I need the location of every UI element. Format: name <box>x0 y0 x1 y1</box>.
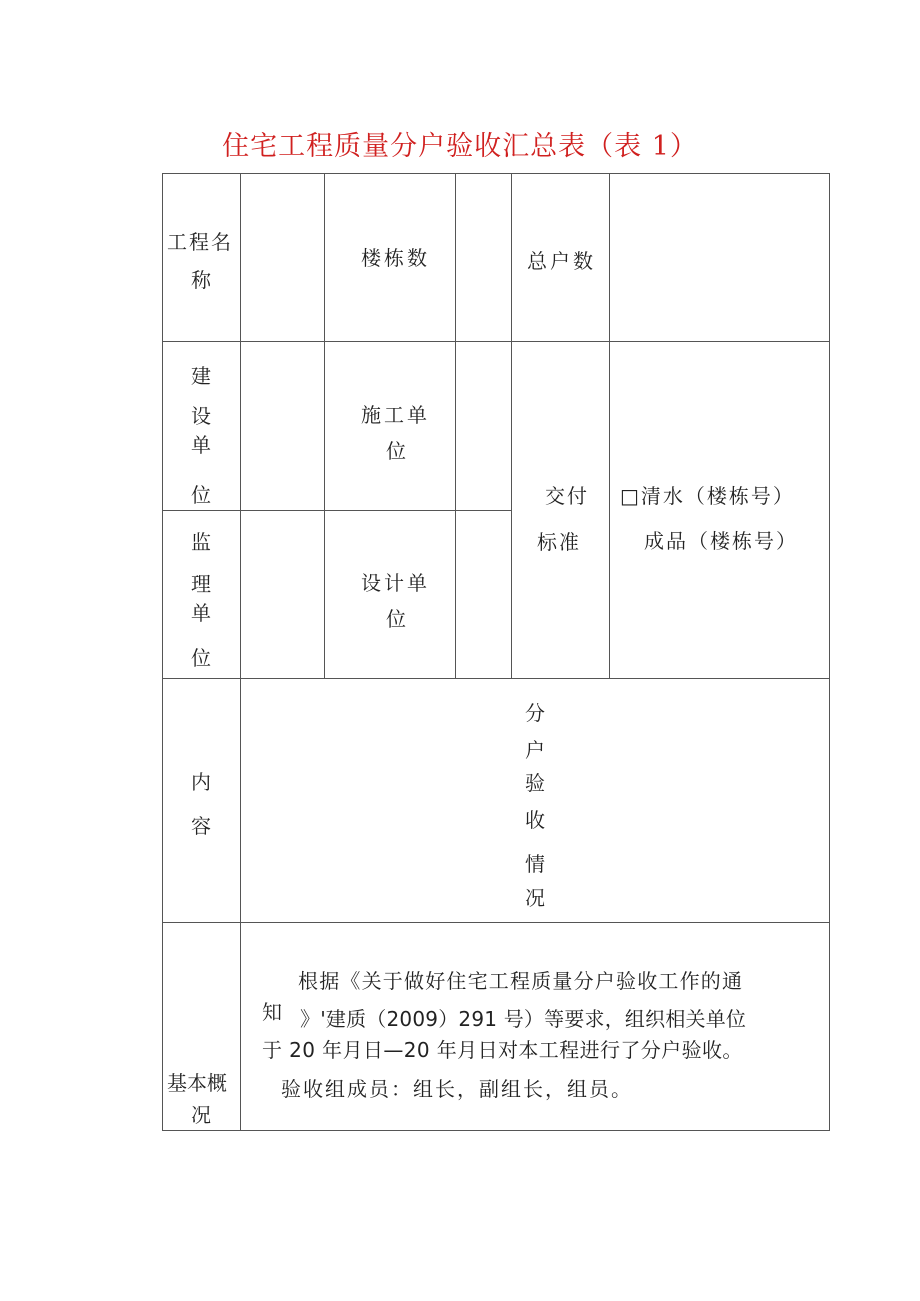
builder-unit-char: 位 <box>191 483 211 507</box>
inspection-status-char: 分 <box>525 701 545 725</box>
total-households-label: 总户数 <box>527 249 596 273</box>
overview-paragraph-line: 知 <box>262 1000 282 1024</box>
inspection-status-char: 验 <box>525 771 545 795</box>
overview-paragraph-line: 根据《关于做好住宅工程质量分户验收工作的通 <box>298 969 744 993</box>
column-divider <box>324 173 325 679</box>
designer-unit-label-cont: 位 <box>386 607 406 631</box>
content-label-char: 内 <box>191 770 211 794</box>
inspection-status-char: 况 <box>525 886 545 910</box>
buildings-count-label: 楼栋数 <box>361 246 430 270</box>
supervisor-unit-char: 监 <box>191 530 211 554</box>
delivery-standard-label-cont: 标准 <box>537 530 581 554</box>
supervisor-unit-char: 理 <box>191 572 211 596</box>
designer-unit-label: 设计单 <box>361 571 430 595</box>
inspection-status-char: 情 <box>525 852 545 876</box>
delivery-standard-label: 交付 <box>545 484 589 508</box>
table-border-left <box>162 173 163 1131</box>
constructor-unit-label-cont: 位 <box>386 439 406 463</box>
column-divider <box>455 173 456 679</box>
builder-unit-char: 单 <box>191 433 211 457</box>
builder-unit-char: 设 <box>191 404 211 428</box>
row-divider <box>162 341 830 342</box>
row-divider <box>162 922 830 923</box>
row-divider <box>162 678 830 679</box>
delivery-option-plain: □清水（楼栋号） <box>620 484 795 508</box>
supervisor-unit-char: 单 <box>191 601 211 625</box>
content-label-char: 容 <box>191 814 211 838</box>
supervisor-unit-char: 位 <box>191 646 211 670</box>
column-divider <box>609 173 610 679</box>
builder-unit-char: 建 <box>191 364 211 388</box>
table-border-right <box>829 173 830 1131</box>
overview-label: 基本概 <box>167 1071 227 1095</box>
delivery-option-finished: 成品（楼栋号） <box>644 529 798 553</box>
table-border-top <box>162 173 830 174</box>
project-name-label-cont: 称 <box>191 268 211 292</box>
inspection-status-char: 收 <box>525 808 545 832</box>
constructor-unit-label: 施工单 <box>361 403 430 427</box>
overview-paragraph-line: 于 20 年月日—20 年月日对本工程进行了分户验收。 <box>262 1038 743 1062</box>
inspection-status-char: 户 <box>525 738 545 762</box>
row-divider <box>162 510 512 511</box>
column-divider <box>240 173 241 1131</box>
table-border-bottom <box>162 1130 830 1131</box>
overview-paragraph-line: 》'建质（2009）291 号）等要求，组织相关单位 <box>300 1007 747 1031</box>
column-divider <box>511 173 512 679</box>
project-name-label: 工程名 <box>167 230 233 254</box>
overview-label-cont: 况 <box>191 1103 211 1127</box>
overview-paragraph-line: 验收组成员：组长，副组长，组员。 <box>281 1077 633 1101</box>
page-title: 住宅工程质量分户验收汇总表（表 1） <box>222 131 698 162</box>
